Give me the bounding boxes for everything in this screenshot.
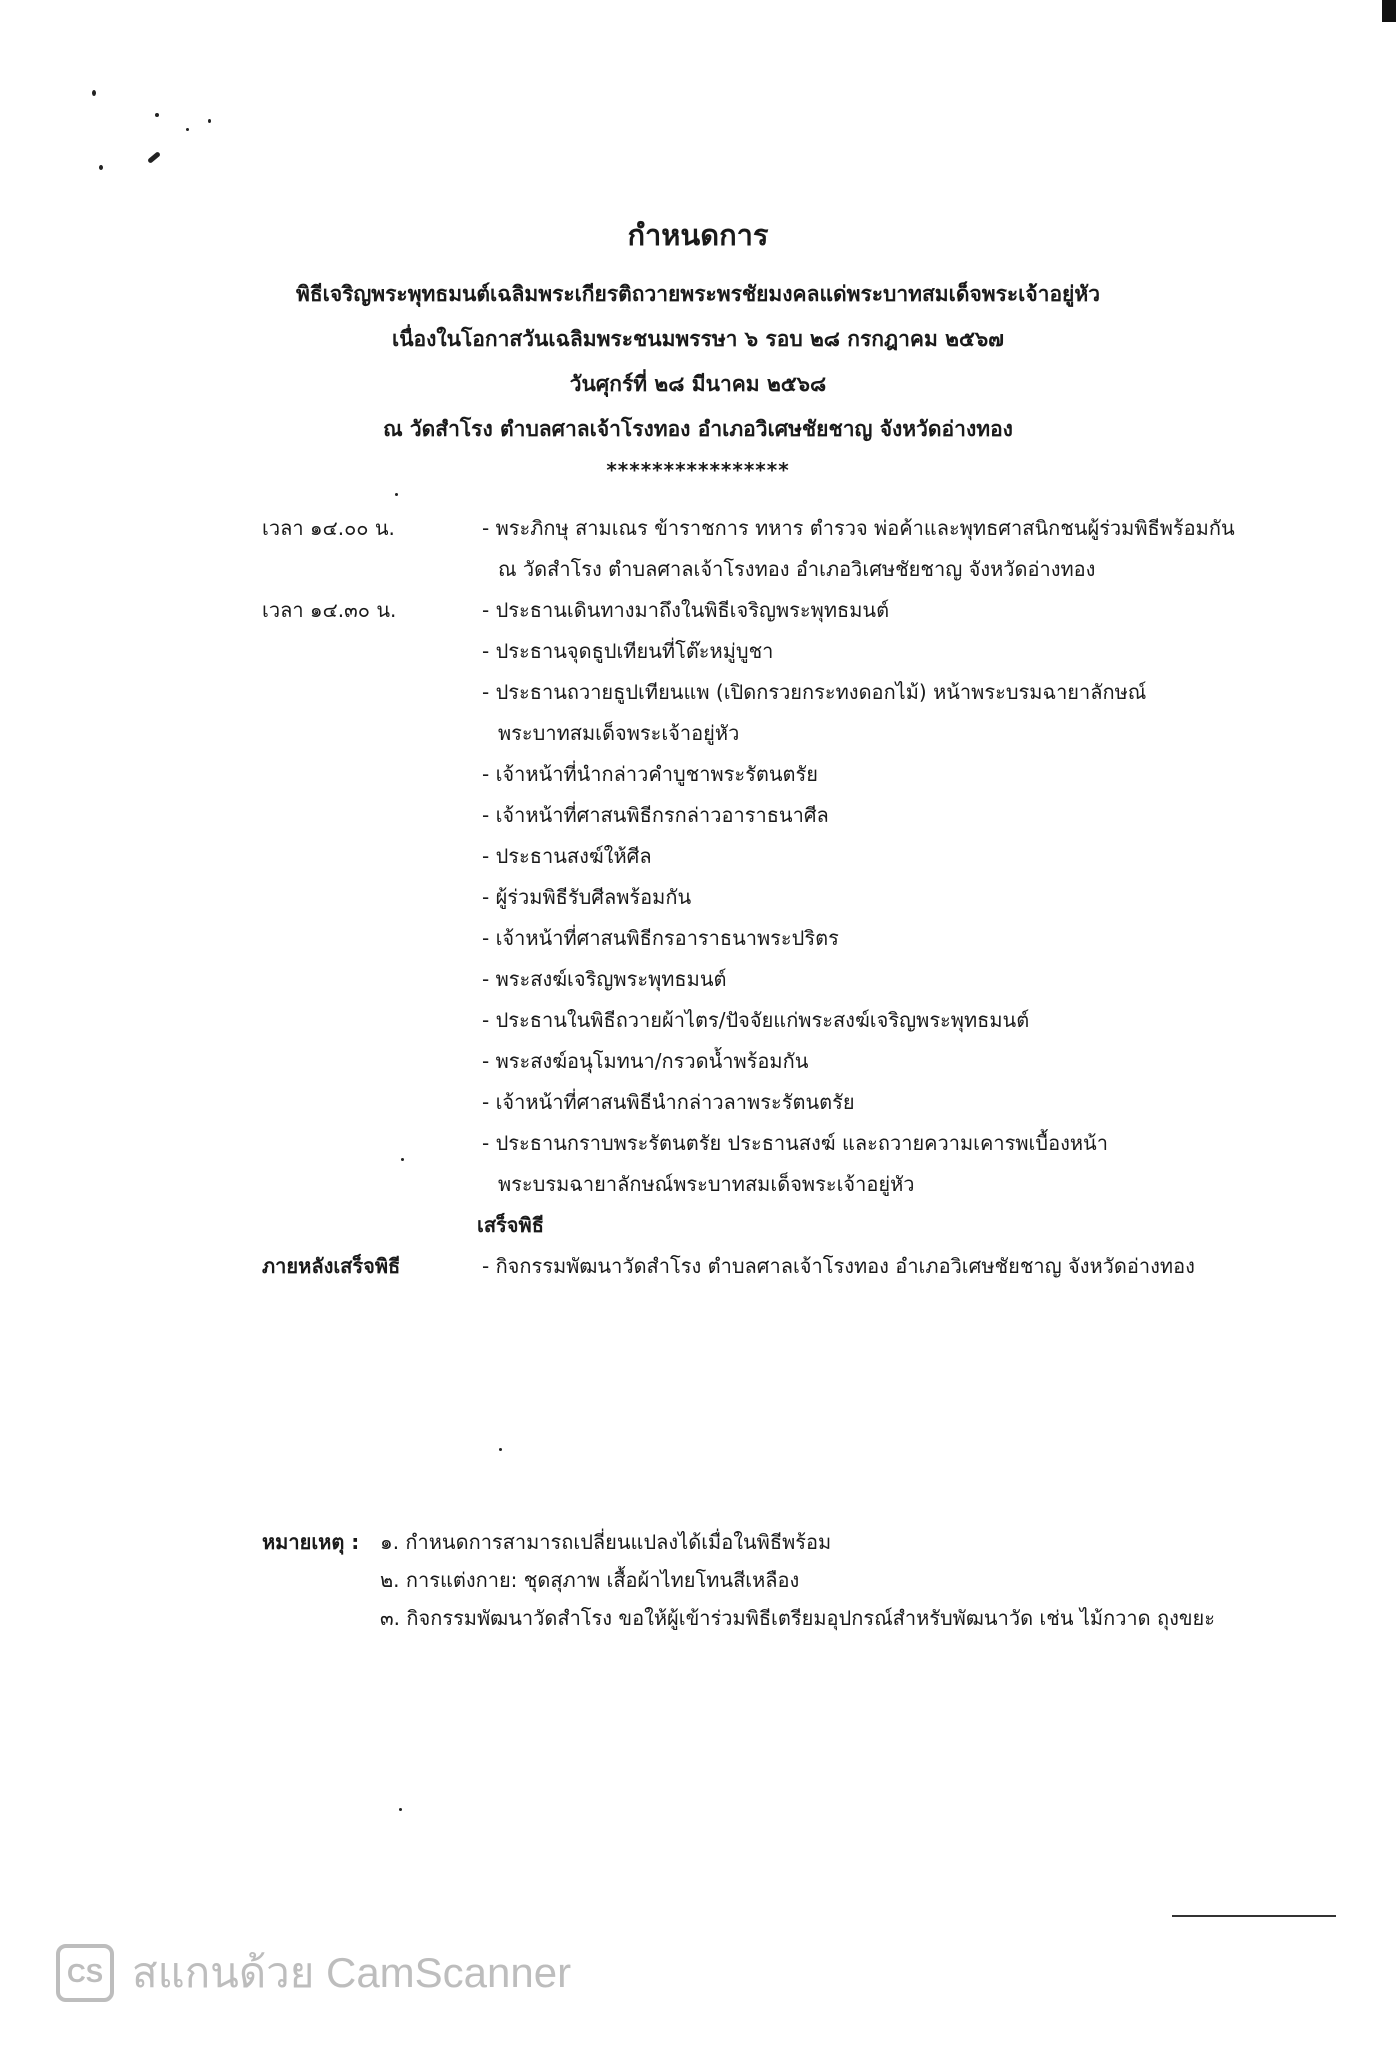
schedule-item-text: - พระภิกษุ สามเณร ข้าราชการ ทหาร ตำรวจ พ่อค้าและพุทธศาสนิกชนผู้ร่วมพิธีพร้อมกัน: [482, 516, 1235, 540]
schedule-block-1430: [262, 590, 1262, 1205]
scan-speck: [147, 151, 161, 164]
scan-speck: [92, 90, 96, 96]
schedule: [262, 508, 1262, 1287]
schedule-item-continuation: ณ วัดสำโรง ตำบลศาลเจ้าโรงทอง อำเภอวิเศษชัยชาญ จังหวัดอ่างทอง: [498, 557, 1096, 581]
header-divider-stars: ****************: [606, 458, 790, 482]
scan-speck: [99, 165, 103, 170]
scan-speck: [395, 493, 398, 496]
schedule-item: - พระสงฆ์อนุโมทนา/กรวดน้ำพร้อมกัน: [482, 1049, 809, 1073]
after-ceremony-label: ภายหลังเสร็จพิธี: [262, 1254, 401, 1278]
schedule-item: - ผู้ร่วมพิธีรับศีลพร้อมกัน: [482, 885, 692, 909]
schedule-item: - ประธานสงฆ์ให้ศีล: [482, 844, 652, 868]
schedule-item-text: - ประธานถวายธูปเทียนแพ (เปิดกรวยกระทงดอกไม้) หน้าพระบรมฉายาลักษณ์: [482, 680, 1147, 704]
bottom-rule: [1172, 1915, 1336, 1917]
schedule-item: - ประธานในพิธีถวายผ้าไตร/ปัจจัยแก่พระสงฆ์เจริญพระพุทธมนต์: [482, 1008, 1030, 1032]
occasion-line: เนื่องในโอกาสวันเฉลิมพระชนมพรรษา ๖ รอบ ๒๘ กรกฎาคม ๒๕๖๗: [392, 327, 1004, 351]
schedule-item: [482, 508, 1262, 590]
watermark-text: สแกนด้วย CamScanner: [132, 1949, 572, 1996]
camscanner-watermark: [56, 1940, 571, 2006]
scan-speck: [208, 119, 211, 123]
schedule-item: - เจ้าหน้าที่ศาสนพิธีกรอาราธนาพระปริตร: [482, 926, 839, 950]
schedule-item: - ประธานจุดธูปเทียนที่โต๊ะหมู่บูชา: [482, 639, 774, 663]
schedule-items: [482, 1246, 1262, 1287]
schedule-item: - เจ้าหน้าที่ศาสนพิธีนำกล่าวลาพระรัตนตรัย: [482, 1090, 855, 1114]
schedule-item: - เจ้าหน้าที่นำกล่าวคำบูชาพระรัตนตรัย: [482, 762, 818, 786]
venue-line: ณ วัดสำโรง ตำบลศาลเจ้าโรงทอง อำเภอวิเศษชัยชาญ จังหวัดอ่างทอง: [383, 417, 1013, 441]
camscanner-logo-icon: CS: [56, 1944, 114, 2002]
schedule-time: เวลา ๑๔.๐๐ น.: [262, 516, 395, 540]
schedule-item-continuation: พระบรมฉายาลักษณ์พระบาทสมเด็จพระเจ้าอยู่หัว: [498, 1172, 915, 1196]
schedule-item: [482, 672, 1262, 754]
schedule-item-continuation: พระบาทสมเด็จพระเจ้าอยู่หัว: [498, 721, 740, 745]
schedule-items: [482, 508, 1262, 590]
schedule-item-text: - ประธานกราบพระรัตนตรัย ประธานสงฆ์ และถวายความเคารพเบื้องหน้า: [482, 1131, 1108, 1155]
document-title: กำหนดการ: [627, 218, 769, 252]
scan-speck: [499, 1448, 502, 1451]
date-line: วันศุกร์ที่ ๒๘ มีนาคม ๒๕๖๘: [569, 372, 827, 396]
note-item: ๓. กิจกรรมพัฒนาวัดสำโรง ขอให้ผู้เข้าร่วมพิธีเตรียมอุปกรณ์สำหรับพัฒนาวัด เช่น ไม้กวาด ถุงขยะ: [380, 1606, 1216, 1630]
ceremony-end: เสร็จพิธี: [477, 1213, 544, 1237]
schedule-time: เวลา ๑๔.๓๐ น.: [262, 598, 397, 622]
scan-speck: [155, 113, 159, 117]
schedule-block-1400: [262, 508, 1262, 590]
scan-speck: [399, 1808, 402, 1811]
notes-section: [262, 1523, 1362, 1637]
note-item: ๒. การแต่งกาย: ชุดสุภาพ เสื้อผ้าไทยโทนสีเหลือง: [380, 1568, 800, 1592]
schedule-item: - พระสงฆ์เจริญพระพุทธมนต์: [482, 967, 727, 991]
notes-list: [380, 1523, 1362, 1637]
schedule-block-after: [262, 1246, 1262, 1287]
ceremony-name: พิธีเจริญพระพุทธมนต์เฉลิมพระเกียรติถวายพระพรชัยมงคลแด่พระบาทสมเด็จพระเจ้าอยู่หัว: [295, 282, 1100, 306]
scan-edge-mark: [1382, 0, 1396, 22]
notes-label: หมายเหตุ :: [262, 1530, 360, 1554]
schedule-item: - เจ้าหน้าที่ศาสนพิธีกรกล่าวอาราธนาศีล: [482, 803, 829, 827]
schedule-item: - กิจกรรมพัฒนาวัดสำโรง ตำบลศาลเจ้าโรงทอง อำเภอวิเศษชัยชาญ จังหวัดอ่างทอง: [482, 1254, 1195, 1278]
schedule-item: - ประธานเดินทางมาถึงในพิธีเจริญพระพุทธมนต์: [482, 598, 890, 622]
schedule-items: [482, 590, 1262, 1205]
schedule-item: [482, 1123, 1262, 1205]
scan-speck: [186, 128, 189, 131]
document-header: [0, 212, 1396, 482]
note-item: ๑. กำหนดการสามารถเปลี่ยนแปลงได้เมื่อในพิธีพร้อม: [380, 1530, 832, 1554]
